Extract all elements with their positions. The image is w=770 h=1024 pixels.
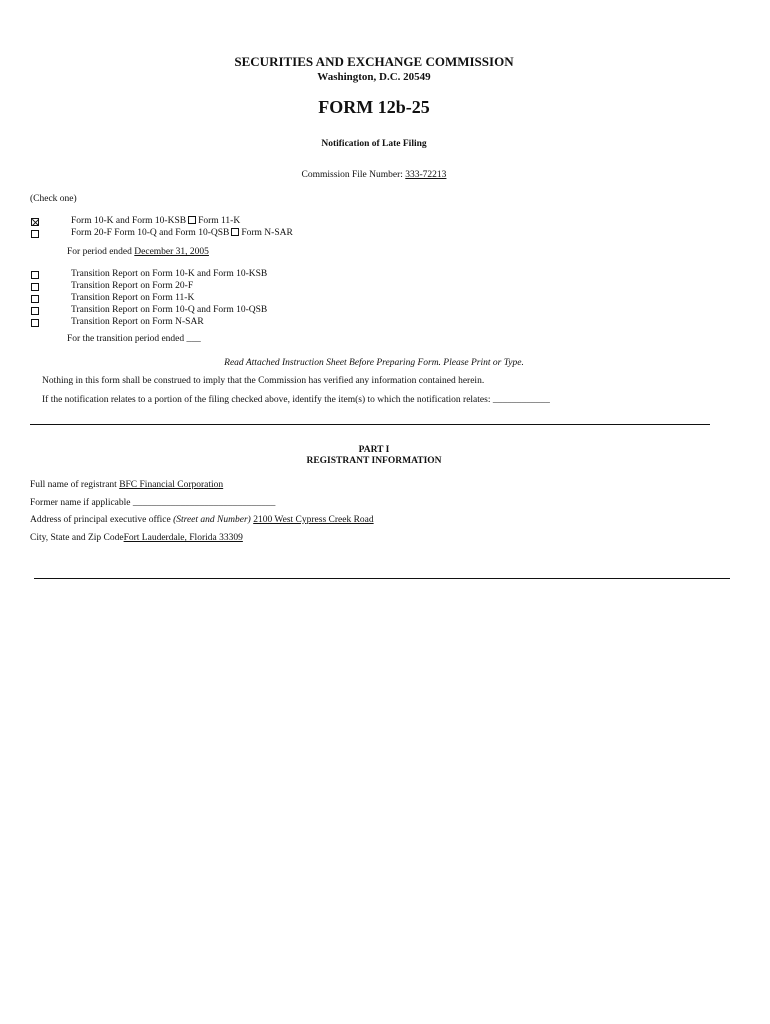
transition-period-ended: For the transition period ended ___ — [67, 334, 201, 344]
city-label: City, State and Zip Code — [30, 533, 124, 543]
form-option-11k-label: Form 11-K — [198, 216, 241, 226]
registrant-full-name — [30, 480, 223, 490]
checkbox-form-10k[interactable] — [31, 218, 39, 226]
period-value: December 31, 2005 — [134, 247, 209, 257]
agency-title: SECURITIES AND EXCHANGE COMMISSION — [234, 54, 514, 69]
form-title: FORM 12b-25 — [318, 97, 430, 117]
checkbox-form-11k[interactable] — [188, 216, 196, 224]
checkbox-transition-10k[interactable] — [31, 271, 39, 279]
full-name-label: Full name of registrant — [30, 480, 117, 490]
commission-file-number — [0, 170, 748, 180]
transition-option-20f: Transition Report on Form 20-F — [71, 281, 194, 291]
registrant-former-name — [30, 498, 275, 508]
transition-option-10q: Transition Report on Form 10-Q and Form 10-QSB — [71, 305, 268, 315]
checkbox-transition-10q[interactable] — [31, 307, 39, 315]
registrant-city — [30, 533, 243, 543]
checkbox-transition-11k[interactable] — [31, 295, 39, 303]
form-option-20f — [71, 228, 293, 238]
file-number-label: Commission File Number: — [301, 170, 403, 180]
registrant-address — [30, 515, 374, 525]
bottom-divider — [34, 578, 730, 579]
checkbox-transition-nsar[interactable] — [31, 319, 39, 327]
instruction-note: Read Attached Instruction Sheet Before Preparing Form. Please Print or Type. — [224, 358, 524, 368]
checkbox-transition-20f[interactable] — [31, 283, 39, 291]
city-value: Fort Lauderdale, Florida 33309 — [123, 533, 243, 543]
address-label: Address of principal executive office — [30, 515, 171, 525]
disclaimer-text: Nothing in this form shall be construed to imply that the Commission has verified any information contained herein. — [42, 376, 485, 386]
part-title: PART I — [358, 445, 390, 455]
period-ended — [67, 247, 209, 257]
form-subtitle: Notification of Late Filing — [321, 139, 427, 149]
checkbox-form-nsar[interactable] — [231, 228, 239, 236]
former-name-blank: ______________________________ — [132, 498, 276, 508]
part-heading: REGISTRANT INFORMATION — [306, 456, 442, 466]
portion-note: If the notification relates to a portion of the filing checked above, identify the item(s) to which the notification relates: ____________ — [42, 395, 550, 405]
agency-location: Washington, D.C. 20549 — [317, 71, 431, 83]
full-name-value: BFC Financial Corporation — [119, 480, 224, 490]
form-option-20f-label: Form 20-F Form 10-Q and Form 10-QSB — [71, 228, 230, 238]
check-one-label: (Check one) — [30, 194, 77, 204]
period-label: For period ended — [67, 247, 132, 257]
transition-option-10k: Transition Report on Form 10-K and Form 10-KSB — [71, 269, 268, 279]
form-option-10k — [71, 216, 240, 226]
form-option-10k-label: Form 10-K and Form 10-KSB — [71, 216, 187, 226]
address-hint: (Street and Number) — [173, 515, 251, 525]
section-divider — [30, 424, 710, 425]
transition-option-nsar: Transition Report on Form N-SAR — [71, 317, 204, 327]
checkbox-form-20f[interactable] — [31, 230, 39, 238]
address-value: 2100 West Cypress Creek Road — [253, 515, 374, 525]
transition-option-11k: Transition Report on Form 11-K — [71, 293, 195, 303]
former-name-label: Former name if applicable — [30, 498, 131, 508]
file-number-value: 333-72213 — [405, 170, 447, 180]
form-option-nsar-label: Form N-SAR — [241, 228, 293, 238]
